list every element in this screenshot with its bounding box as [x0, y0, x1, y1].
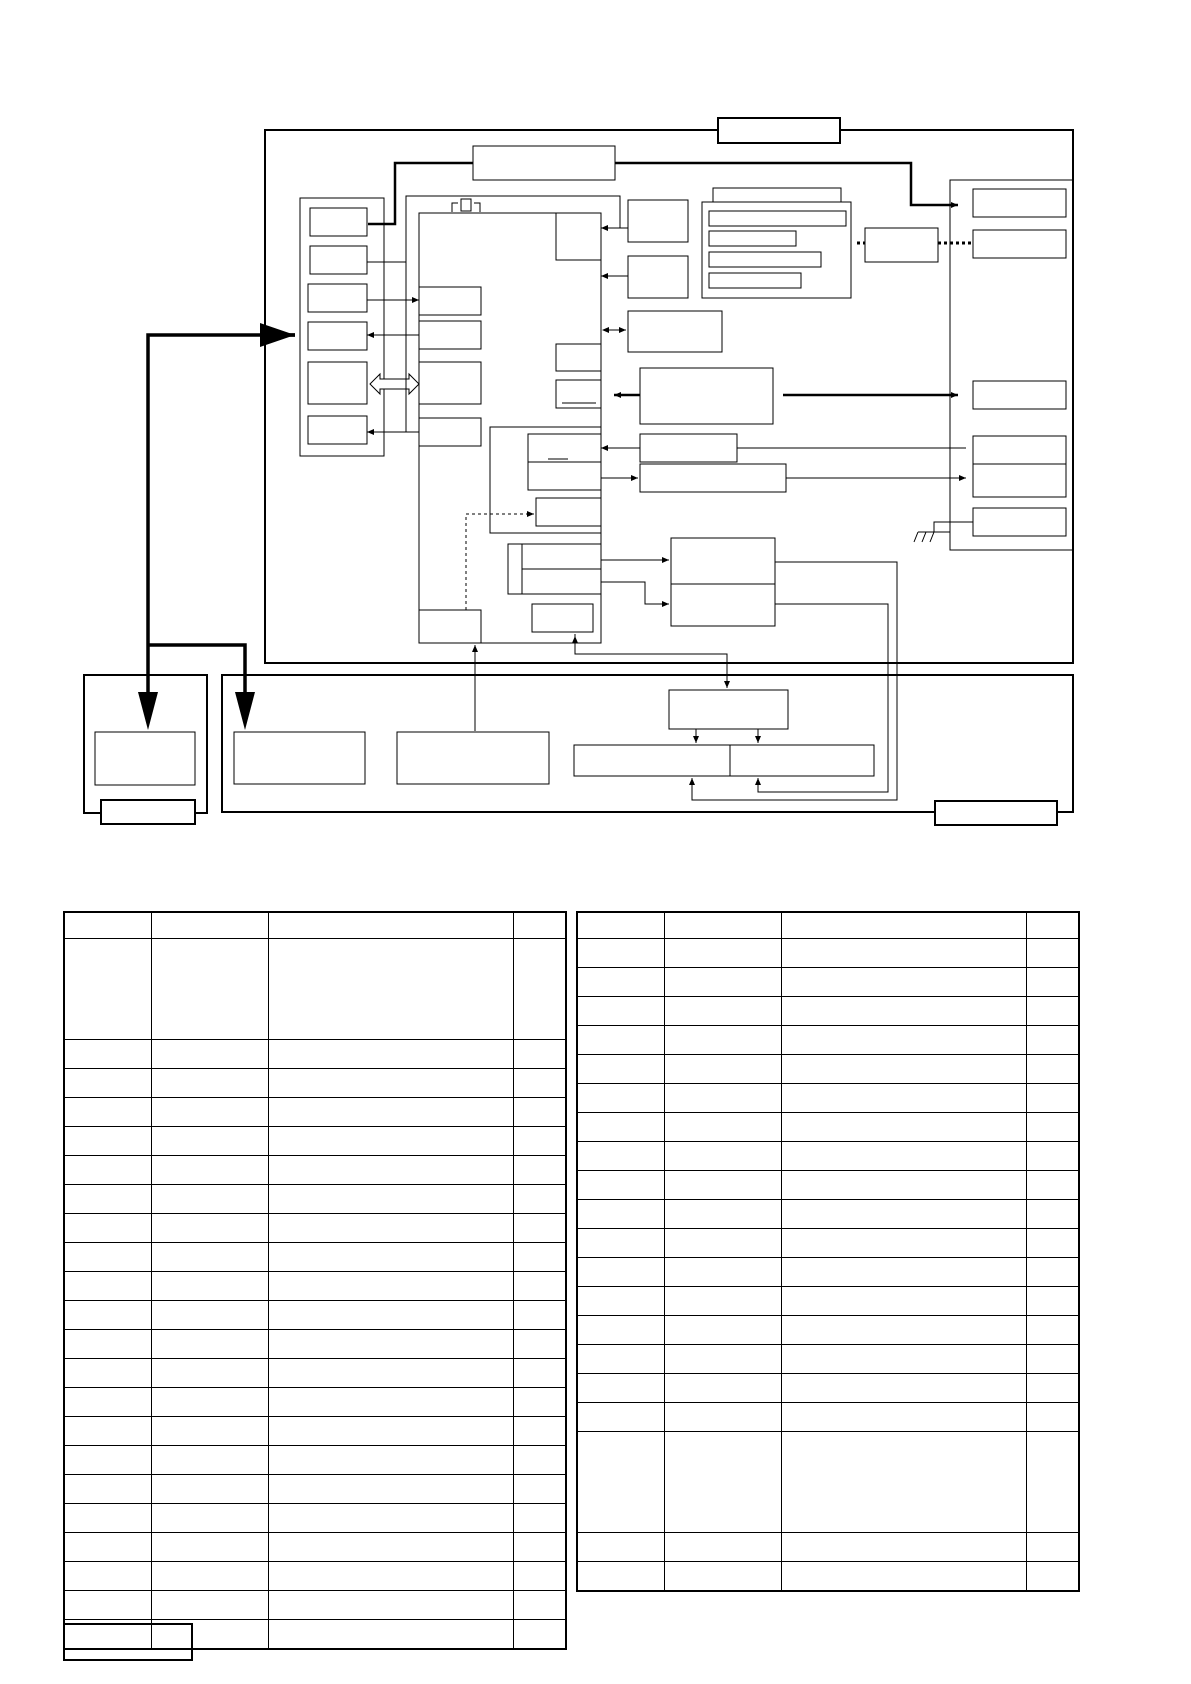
controller-sub-6 — [532, 604, 593, 632]
table-header-cell — [664, 912, 781, 939]
table-cell — [151, 1562, 268, 1591]
table-cell — [577, 968, 664, 997]
table-cell — [151, 1040, 268, 1069]
table-cell — [577, 1229, 664, 1258]
table-cell — [268, 1301, 513, 1330]
table-cell — [577, 997, 664, 1026]
table-cell — [577, 1287, 664, 1316]
bottom-box-2 — [397, 732, 549, 784]
table-header-cell — [151, 912, 268, 939]
table-row — [64, 1040, 566, 1069]
table-cell — [664, 1345, 781, 1374]
table-cell — [513, 1417, 566, 1446]
left-port-1 — [310, 208, 367, 236]
table-cell — [151, 1301, 268, 1330]
table-cell — [268, 1330, 513, 1359]
table-cell — [577, 1171, 664, 1200]
table-cell — [64, 1359, 151, 1388]
table-header-cell — [781, 912, 1026, 939]
table-cell — [577, 1026, 664, 1055]
table-row — [64, 1185, 566, 1214]
table-cell — [151, 1330, 268, 1359]
table-cell — [781, 1026, 1026, 1055]
table-cell — [664, 1562, 781, 1592]
table-cell — [1026, 1287, 1079, 1316]
table-cell — [1026, 1562, 1079, 1592]
table-cell — [151, 1591, 268, 1620]
peripheral-3 — [628, 311, 722, 352]
table-cell — [664, 1403, 781, 1432]
table-cell — [781, 1345, 1026, 1374]
spec-table-right — [576, 911, 1080, 1592]
table-cell — [64, 1446, 151, 1475]
table-row — [577, 1142, 1079, 1171]
table-cell — [781, 1200, 1026, 1229]
table-cell — [513, 1446, 566, 1475]
table-cell — [577, 1084, 664, 1113]
table-cell — [64, 1562, 151, 1591]
peripheral-2 — [628, 256, 688, 298]
table-row — [64, 1591, 566, 1620]
table-cell — [268, 1388, 513, 1417]
table-cell — [1026, 1142, 1079, 1171]
table-cell — [781, 997, 1026, 1026]
table-cell — [513, 939, 566, 1040]
table-cell — [151, 1533, 268, 1562]
table-cell — [151, 939, 268, 1040]
table-cell — [268, 1214, 513, 1243]
table-cell — [513, 1620, 566, 1650]
bottom-box-5 — [730, 745, 874, 776]
table-cell — [664, 1287, 781, 1316]
table-cell — [664, 1200, 781, 1229]
table-cell — [781, 1142, 1026, 1171]
table-cell — [781, 1316, 1026, 1345]
table-row — [64, 1562, 566, 1591]
table-cell — [513, 1330, 566, 1359]
table-row — [64, 1156, 566, 1185]
table-cell — [664, 1374, 781, 1403]
table-cell — [664, 1258, 781, 1287]
controller-sub-4 — [522, 544, 601, 569]
table-cell — [1026, 1258, 1079, 1287]
table-row — [64, 1069, 566, 1098]
table-row — [577, 1374, 1079, 1403]
table-cell — [577, 1403, 664, 1432]
table-cell — [64, 1098, 151, 1127]
table-cell — [64, 1040, 151, 1069]
left-port-5 — [308, 362, 367, 404]
table-header-row — [64, 912, 566, 939]
table-cell — [151, 1475, 268, 1504]
table-cell — [64, 1504, 151, 1533]
table-cell — [268, 1127, 513, 1156]
table-row — [64, 1504, 566, 1533]
table-cell — [64, 939, 151, 1040]
table-cell — [513, 1301, 566, 1330]
table-cell — [268, 1069, 513, 1098]
table-cell — [64, 1301, 151, 1330]
peripheral-8 — [671, 584, 775, 626]
controller-port-r1 — [556, 344, 601, 371]
table-cell — [64, 1591, 151, 1620]
table-header-cell — [268, 912, 513, 939]
peripheral-5 — [640, 434, 737, 462]
table-cell — [268, 1272, 513, 1301]
table-cell — [513, 1591, 566, 1620]
table-cell — [781, 968, 1026, 997]
table-row — [577, 1113, 1079, 1142]
table-row — [64, 1359, 566, 1388]
table-cell — [781, 1229, 1026, 1258]
table-cell — [577, 1200, 664, 1229]
table-cell — [577, 1562, 664, 1592]
bottom-box-1 — [234, 732, 365, 784]
table-cell — [1026, 1432, 1079, 1533]
table-cell — [151, 1069, 268, 1098]
table-cell — [64, 1185, 151, 1214]
table-row — [577, 1258, 1079, 1287]
table-cell — [664, 1229, 781, 1258]
table-cell — [64, 1388, 151, 1417]
right-port-6 — [973, 508, 1066, 536]
table-cell — [1026, 968, 1079, 997]
table-cell — [577, 1345, 664, 1374]
left-port-3 — [308, 284, 367, 312]
table-cell — [1026, 1055, 1079, 1084]
main-controller — [419, 213, 601, 643]
table-cell — [664, 939, 781, 968]
table-cell — [513, 1533, 566, 1562]
table-row — [577, 1026, 1079, 1055]
table-cell — [664, 1084, 781, 1113]
controller-sub-2 — [528, 462, 601, 490]
table-cell — [64, 1475, 151, 1504]
ground-symbol — [914, 522, 973, 542]
table-row — [577, 939, 1079, 968]
table-cell — [513, 1156, 566, 1185]
table-cell — [151, 1446, 268, 1475]
table-cell — [513, 1272, 566, 1301]
table-cell — [1026, 1533, 1079, 1562]
table-cell — [64, 1127, 151, 1156]
controller-port-d — [419, 418, 481, 446]
table-cell — [781, 1055, 1026, 1084]
table-cell — [64, 1243, 151, 1272]
table-header-row — [577, 912, 1079, 939]
table-header-cell — [513, 912, 566, 939]
table-cell — [268, 1562, 513, 1591]
table-row — [64, 939, 566, 1040]
table-cell — [577, 1142, 664, 1171]
memory-1 — [709, 211, 846, 226]
table-cell — [151, 1417, 268, 1446]
main-board-frame — [265, 130, 1073, 663]
bottom-left-label-box — [101, 800, 195, 824]
peripheral-1 — [628, 200, 688, 242]
right-port-1 — [973, 189, 1066, 217]
table-cell — [268, 1591, 513, 1620]
table-cell — [64, 1214, 151, 1243]
table-cell — [151, 1156, 268, 1185]
table-cell — [781, 1374, 1026, 1403]
table-cell — [151, 1098, 268, 1127]
table-row — [577, 997, 1079, 1026]
table-cell — [781, 939, 1026, 968]
table-cell — [781, 1432, 1026, 1533]
table-cell — [577, 1316, 664, 1345]
table-row — [64, 1475, 566, 1504]
table-cell — [577, 1113, 664, 1142]
table-row — [577, 1562, 1079, 1592]
table-cell — [513, 1185, 566, 1214]
table-row — [577, 1432, 1079, 1533]
top-bus-box — [473, 146, 615, 180]
table-cell — [781, 1287, 1026, 1316]
table-cell — [513, 1040, 566, 1069]
left-port-6 — [308, 416, 367, 444]
right-port-4 — [973, 436, 1066, 464]
table-row — [577, 1287, 1079, 1316]
table-cell — [1026, 1171, 1079, 1200]
controller-port-r2 — [556, 380, 601, 408]
table-header-cell — [577, 912, 664, 939]
controller-port-bottom — [419, 610, 481, 643]
table-header-cell — [1026, 912, 1079, 939]
table-row — [64, 1330, 566, 1359]
controller-sub-block — [490, 427, 601, 533]
table-cell — [781, 1113, 1026, 1142]
table-cell — [664, 1026, 781, 1055]
table-row — [64, 1301, 566, 1330]
right-connector-block — [950, 180, 1073, 550]
table-cell — [513, 1069, 566, 1098]
table-cell — [513, 1388, 566, 1417]
table-cell — [268, 1620, 513, 1650]
table-cell — [1026, 1200, 1079, 1229]
table-cell — [1026, 1403, 1079, 1432]
table-cell — [664, 1055, 781, 1084]
table-row — [577, 1316, 1079, 1345]
controller-port-a — [419, 287, 481, 315]
controller-sub-1 — [528, 434, 601, 462]
bottom-left-inner — [95, 732, 195, 785]
table-cell — [513, 1475, 566, 1504]
table-cell — [513, 1214, 566, 1243]
table-cell — [577, 939, 664, 968]
table-cell — [1026, 1316, 1079, 1345]
table-row — [577, 1055, 1079, 1084]
table-cell — [781, 1171, 1026, 1200]
memory-group-header — [713, 188, 841, 202]
table-row — [64, 1127, 566, 1156]
table-cell — [664, 1432, 781, 1533]
table-row — [577, 1403, 1079, 1432]
table-cell — [151, 1272, 268, 1301]
table-cell — [151, 1185, 268, 1214]
table-row — [64, 1098, 566, 1127]
table-cell — [781, 1084, 1026, 1113]
table-row — [64, 1388, 566, 1417]
controller-sub-3 — [536, 498, 601, 526]
table-cell — [577, 1374, 664, 1403]
table-cell — [664, 1142, 781, 1171]
table-cell — [577, 1432, 664, 1533]
table-row — [64, 1272, 566, 1301]
table-cell — [664, 968, 781, 997]
memory-3 — [709, 252, 821, 267]
memory-group — [702, 202, 851, 298]
bottom-box-3 — [669, 690, 788, 729]
right-port-2 — [973, 230, 1066, 258]
table-cell — [1026, 939, 1079, 968]
table-row — [64, 1214, 566, 1243]
peripheral-7 — [671, 538, 775, 584]
table-cell — [64, 1533, 151, 1562]
table-cell — [64, 1330, 151, 1359]
table-cell — [64, 1156, 151, 1185]
table-cell — [268, 1156, 513, 1185]
controller-sub-5 — [522, 569, 601, 594]
table-cell — [513, 1504, 566, 1533]
table-row — [64, 1446, 566, 1475]
table-cell — [268, 1243, 513, 1272]
right-port-3 — [973, 381, 1066, 409]
table-cell — [1026, 1374, 1079, 1403]
table-cell — [664, 1113, 781, 1142]
table-cell — [1026, 1084, 1079, 1113]
bottom-right-label-box — [935, 801, 1057, 825]
table-cell — [513, 1127, 566, 1156]
table-cell — [664, 1316, 781, 1345]
table-cell — [151, 1243, 268, 1272]
table-cell — [64, 1272, 151, 1301]
table-header-cell — [64, 912, 151, 939]
table-cell — [151, 1359, 268, 1388]
table-cell — [268, 1359, 513, 1388]
table-cell — [513, 1562, 566, 1591]
table-cell — [664, 997, 781, 1026]
table-cell — [268, 1417, 513, 1446]
table-cell — [1026, 1229, 1079, 1258]
table-row — [577, 1084, 1079, 1113]
table-cell — [64, 1069, 151, 1098]
table-row — [64, 1533, 566, 1562]
table-cell — [151, 1127, 268, 1156]
table-cell — [1026, 1345, 1079, 1374]
table-cell — [1026, 1113, 1079, 1142]
right-port-5 — [973, 464, 1066, 497]
table-cell — [268, 939, 513, 1040]
note-box — [63, 1623, 193, 1661]
spec-table-left — [63, 911, 567, 1650]
table-row — [577, 1533, 1079, 1562]
table-cell — [268, 1446, 513, 1475]
table-cell — [268, 1185, 513, 1214]
table-cell — [268, 1504, 513, 1533]
table-cell — [781, 1258, 1026, 1287]
left-connector-block — [300, 198, 384, 456]
table-cell — [268, 1040, 513, 1069]
table-cell — [268, 1533, 513, 1562]
table-row — [577, 1345, 1079, 1374]
title-label-box — [718, 118, 840, 143]
table-cell — [664, 1533, 781, 1562]
table-cell — [268, 1098, 513, 1127]
table-cell — [513, 1098, 566, 1127]
table-cell — [64, 1417, 151, 1446]
table-cell — [513, 1359, 566, 1388]
controller-port-tr — [556, 213, 601, 260]
memory-4 — [709, 273, 801, 288]
memory-interface — [865, 228, 938, 262]
left-port-2 — [310, 246, 367, 274]
table-cell — [1026, 1026, 1079, 1055]
table-cell — [577, 1533, 664, 1562]
peripheral-4 — [640, 368, 773, 424]
controller-port-c — [419, 362, 481, 404]
table-cell — [577, 1055, 664, 1084]
table-cell — [781, 1533, 1026, 1562]
memory-2 — [709, 231, 796, 246]
table-row — [64, 1243, 566, 1272]
table-cell — [1026, 997, 1079, 1026]
table-cell — [513, 1243, 566, 1272]
bottom-box-4 — [574, 745, 730, 776]
table-cell — [151, 1214, 268, 1243]
table-cell — [781, 1403, 1026, 1432]
table-cell — [268, 1475, 513, 1504]
table-row — [577, 1200, 1079, 1229]
table-row — [64, 1417, 566, 1446]
table-cell — [664, 1171, 781, 1200]
table-row — [577, 968, 1079, 997]
table-cell — [781, 1562, 1026, 1592]
table-row — [577, 1229, 1079, 1258]
table-cell — [577, 1258, 664, 1287]
bidirectional-bus-arrow — [370, 374, 419, 394]
left-port-4 — [308, 322, 367, 350]
controller-port-b — [419, 321, 481, 349]
table-cell — [151, 1388, 268, 1417]
table-cell — [151, 1504, 268, 1533]
table-row — [577, 1171, 1079, 1200]
peripheral-6 — [640, 464, 786, 492]
bottom-right-unit — [222, 675, 1073, 812]
